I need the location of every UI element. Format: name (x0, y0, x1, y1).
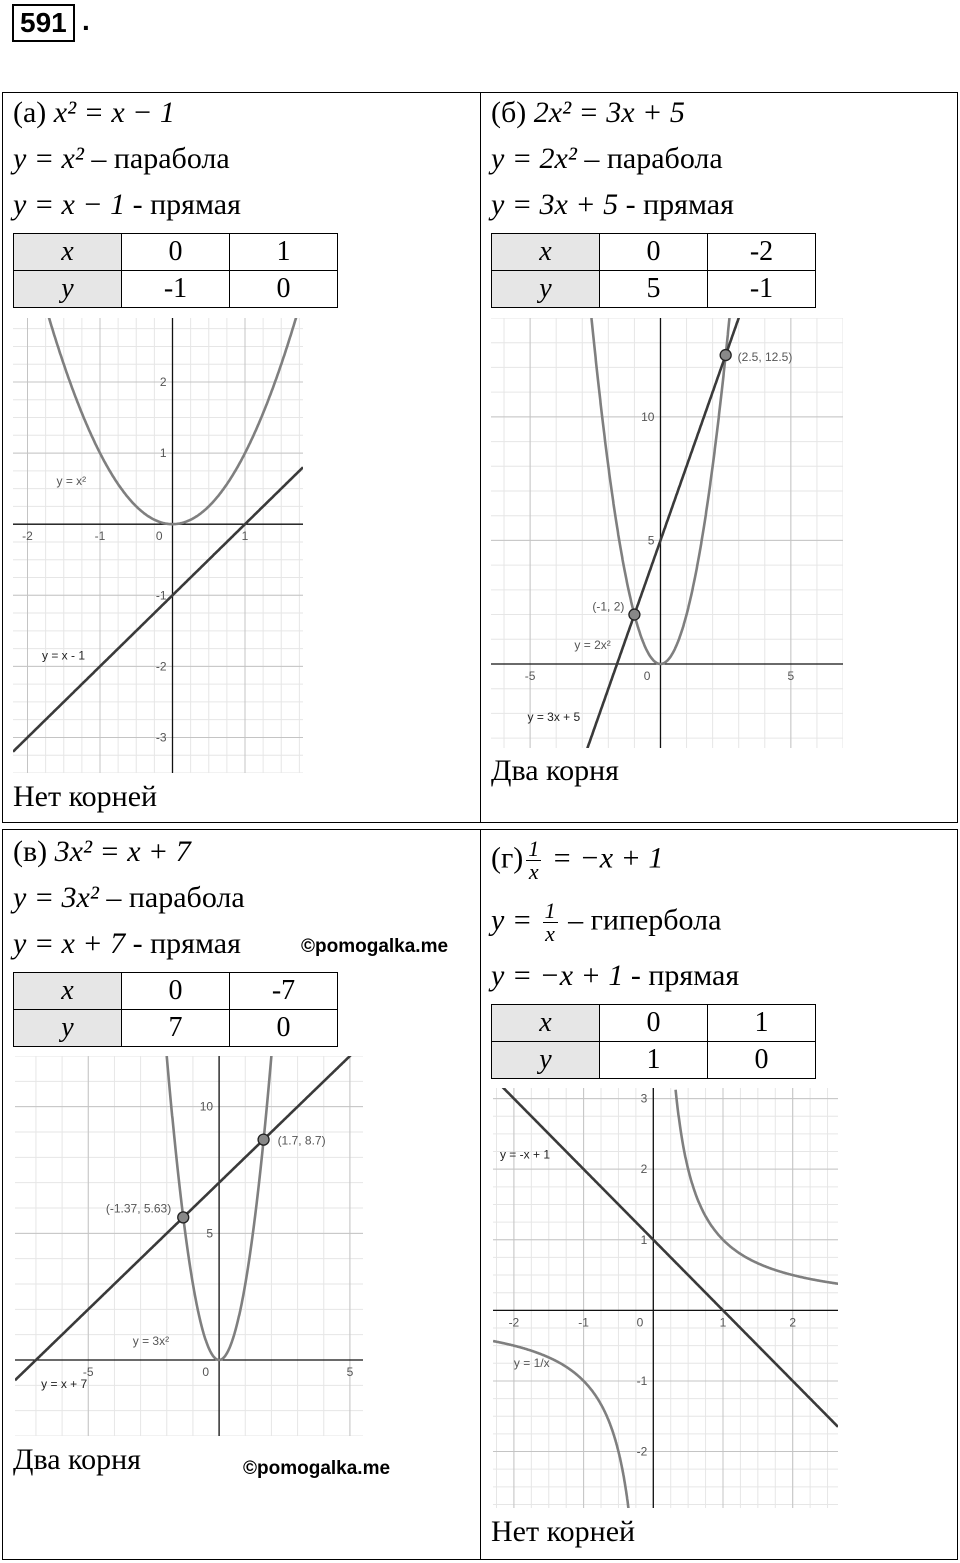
function-1-b-formula: y = 2x² (491, 142, 577, 175)
value-table-b (491, 233, 816, 308)
line-curve (13, 467, 303, 751)
y-tick-label: -2 (155, 659, 167, 674)
y-tick-label: -2 (636, 1444, 648, 1459)
y-tick-label: 10 (199, 1099, 214, 1114)
tag-a: (а) (13, 96, 47, 129)
equation-b-text: 2x² = 3x + 5 (533, 96, 685, 129)
x-tick-label: 5 (787, 668, 795, 683)
y-tick-label: 2 (640, 1162, 648, 1177)
function-1-a-formula: y = x² (13, 142, 84, 175)
cell-d (480, 829, 958, 1560)
table-cell: 0 (230, 1010, 338, 1047)
x-tick-label: -1 (578, 1315, 589, 1330)
y-tick-label: -1 (155, 588, 167, 603)
function-1-c-type: – парабола (98, 881, 245, 914)
function-1-d (491, 900, 721, 945)
equation-d-text: = −x + 1 (544, 841, 664, 875)
cell-b (480, 92, 958, 823)
fraction-denominator: x (528, 859, 539, 884)
y-tick-label: 5 (206, 1226, 214, 1241)
graph-b (491, 318, 843, 748)
intersection-point (720, 350, 731, 361)
tag-d: (г) (491, 841, 524, 875)
fraction-numerator: 1 (544, 898, 556, 923)
line-curve (582, 318, 749, 748)
intersection-point (178, 1212, 189, 1223)
function-1-b (491, 141, 723, 177)
table-header-y: y (492, 1042, 600, 1079)
function-1-c (13, 880, 245, 916)
fraction-numerator: 1 (528, 836, 540, 861)
table-cell: 1 (230, 234, 338, 271)
cell-c (2, 829, 481, 1560)
table-cell: 0 (122, 973, 230, 1010)
solutions-grid (2, 92, 958, 1560)
table-cell: 0 (600, 234, 708, 271)
value-table-d (491, 1004, 816, 1079)
line-label: y = 3x + 5 (527, 709, 581, 724)
function-1-b-type: – парабола (576, 142, 723, 175)
tag-c: (в) (13, 835, 48, 868)
watermark-1: ©pomogalka.me (301, 936, 449, 957)
y-tick-label: 10 (641, 409, 655, 424)
curve-label: y = 2x² (574, 638, 611, 653)
table-header-y: y (14, 271, 122, 308)
graph-c (15, 1056, 363, 1436)
x-tick-label: -2 (508, 1315, 520, 1330)
y-tick-label: 5 (647, 533, 655, 548)
equation-a (13, 95, 175, 131)
table-cell: 5 (600, 271, 708, 308)
function-1-a (13, 141, 230, 177)
equation-d-fraction (526, 838, 541, 883)
curve-label: y = x² (56, 474, 87, 489)
table-header-y: y (14, 1010, 122, 1047)
function-2-b-formula: y = 3x + 5 (491, 188, 619, 221)
table-cell: 0 (600, 1005, 708, 1042)
curve-label: y = 1/x (513, 1355, 550, 1370)
conclusion-d: Нет корней (491, 1515, 636, 1548)
table-header-y: y (492, 271, 600, 308)
function-2-c-type: - прямая (125, 927, 241, 960)
function-2-a (13, 187, 241, 223)
table-cell: 0 (230, 271, 338, 308)
function-1-d-fraction (543, 900, 558, 945)
y-tick-label: 3 (640, 1091, 648, 1106)
intersection-label: (2.5, 12.5) (737, 350, 793, 365)
function-1-d-formula: y = (491, 903, 540, 937)
y-tick-label: -1 (636, 1373, 648, 1388)
function-2-d-formula: y = −x + 1 (491, 959, 624, 992)
x-tick-label: -2 (22, 529, 33, 544)
function-2-c-formula: y = x + 7 (13, 927, 126, 960)
line-label: y = x - 1 (42, 648, 86, 663)
cell-a (2, 92, 481, 823)
function-2-a-formula: y = x − 1 (13, 188, 126, 221)
y-tick-label: 1 (640, 1232, 648, 1247)
x-tick-label: -1 (94, 529, 106, 544)
function-2-d (491, 958, 739, 994)
x-tick-label: 1 (241, 529, 249, 544)
table-cell: -1 (122, 271, 230, 308)
intersection-label: (1.7, 8.7) (277, 1133, 326, 1148)
table-cell: -2 (708, 234, 816, 271)
table-cell: 7 (122, 1010, 230, 1047)
table-cell: 0 (122, 234, 230, 271)
x-tick-label: 2 (789, 1315, 797, 1330)
table-cell: 0 (708, 1042, 816, 1079)
problem-number: 591 (12, 4, 75, 42)
fraction-denominator: x (545, 921, 555, 946)
x-tick-label: 0 (155, 529, 163, 544)
table-cell: -1 (708, 271, 816, 308)
conclusion-c: Два корня (13, 1443, 141, 1476)
x-tick-label: -5 (524, 668, 536, 683)
conclusion-a: Нет корней (13, 780, 158, 813)
watermark-2: ©pomogalka.me (243, 1458, 391, 1479)
intersection-point (258, 1134, 269, 1145)
table-header-x: x (492, 1005, 600, 1042)
graph-d (493, 1088, 838, 1508)
x-tick-label: 0 (636, 1315, 644, 1330)
table-header-x: x (492, 234, 600, 271)
intersection-label: (-1.37, 5.63) (105, 1201, 172, 1216)
value-table-c (13, 972, 338, 1047)
function-2-b (491, 187, 734, 223)
function-1-a-type: – парабола (83, 142, 230, 175)
parabola-curve (13, 318, 303, 524)
problem-number-dot: . (82, 5, 90, 36)
x-tick-label: 1 (719, 1315, 727, 1330)
table-header-x: x (14, 234, 122, 271)
line-label: y = -x + 1 (499, 1147, 551, 1162)
equation-b (491, 95, 685, 131)
x-tick-label: 5 (346, 1365, 354, 1379)
function-1-d-type: – гипербола (560, 903, 722, 937)
function-2-a-type: - прямая (125, 188, 241, 221)
function-2-c (13, 926, 241, 962)
intersection-label: (-1, 2) (592, 599, 625, 614)
y-tick-label: 2 (159, 374, 167, 389)
table-cell: 1 (708, 1005, 816, 1042)
table-cell: 1 (600, 1042, 708, 1079)
function-1-c-formula: y = 3x² (13, 881, 99, 914)
curve-label: y = 3x² (132, 1333, 170, 1348)
graph-a (13, 318, 303, 773)
intersection-point (629, 609, 640, 620)
function-2-b-type: - прямая (618, 188, 734, 221)
line-label: y = x + 7 (41, 1376, 88, 1391)
x-tick-label: 0 (202, 1365, 210, 1379)
y-tick-label: 1 (159, 446, 167, 461)
equation-d (491, 838, 663, 883)
y-tick-label: -3 (155, 730, 167, 745)
x-tick-label: 0 (643, 668, 651, 683)
x-tick-label: -5 (82, 1365, 94, 1379)
equation-c (13, 834, 191, 870)
conclusion-b: Два корня (491, 754, 619, 787)
equation-c-text: 3x² = x + 7 (54, 835, 191, 868)
equation-a-text: x² = x − 1 (53, 96, 175, 129)
value-table-a (13, 233, 338, 308)
table-cell: -7 (230, 973, 338, 1010)
tag-b: (б) (491, 96, 527, 129)
function-2-d-type: - прямая (623, 959, 740, 992)
table-header-x: x (14, 973, 122, 1010)
